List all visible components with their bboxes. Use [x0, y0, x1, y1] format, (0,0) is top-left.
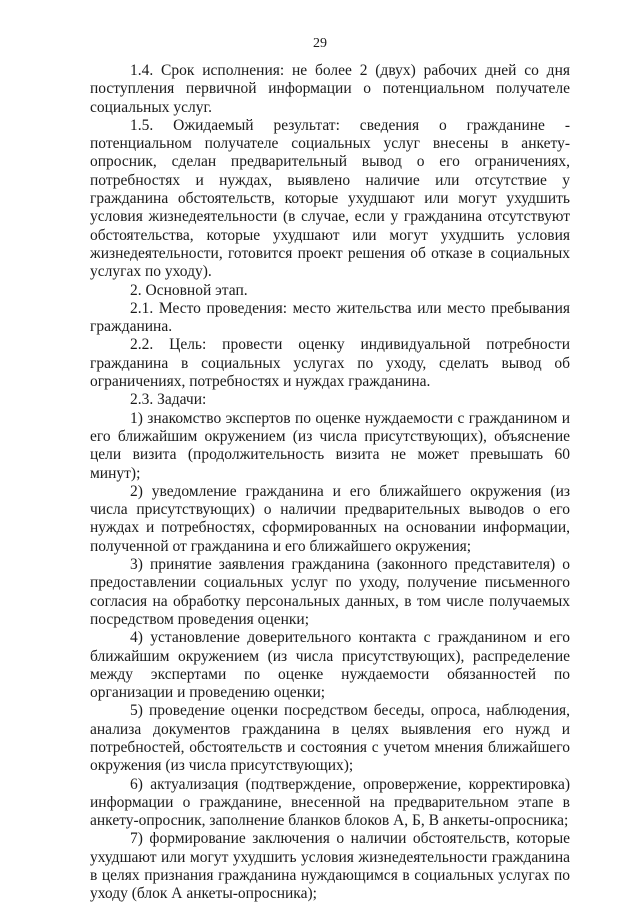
paragraph-2-1: 2.1. Место проведения: место жительства или место пребывания гражданина. — [90, 299, 570, 336]
task-item-7: 7) формирование заключения о наличии обстоятельств, которые ухудшают или могут ухудшить условия жизнедеятельности гражданина в целях признания гражданина нуждающимся в социальных услугах по уходу (блок А анкеты-опросника); — [90, 830, 570, 903]
task-item-4: 4) установление доверительного контакта с гражданином и его ближайшим окружением (из числа присутствующих), распределение между экспертами по оценке нуждаемости обязанностей по организации и проведению оценки; — [90, 629, 570, 702]
task-item-1: 1) знакомство экспертов по оценке нуждаемости с гражданином и его ближайшим окружением (из числа присутствующих), объяснение цели визита (продолжительность визита не может превышать 60 минут); — [90, 409, 570, 482]
paragraph-2-2: 2.2. Цель: провести оценку индивидуальной потребности гражданина в социальных услугах по уходу, сделать вывод об ограничениях, потребностях и нуждах гражданина. — [90, 336, 570, 391]
task-item-6: 6) актуализация (подтверждение, опровержение, корректировка) информации о гражданине, внесенной на предварительном этапе в анкету-опросник, заполнение бланков блоков А, Б, В анкеты-опросника; — [90, 775, 570, 830]
page-number: 29 — [313, 36, 327, 51]
task-item-2: 2) уведомление гражданина и его ближайшего окружения (из числа присутствующих) о наличии предварительных выводов о его нуждах и потребностях, сформированных на основании информации, полученной от гражданина и его ближайшего окружения; — [90, 482, 570, 555]
paragraph-2-3: 2.3. Задачи: — [130, 391, 207, 409]
section-heading-main-stage: 2. Основной этап. — [130, 281, 248, 299]
task-item-3: 3) принятие заявления гражданина (законного представителя) о предоставлении социальных услуг по уходу, получение письменного согласия на обработку персональных данных, в том числе получаемых посредством проведения оценки; — [90, 556, 570, 628]
task-item-5: 5) проведение оценки посредством беседы, опроса, наблюдения, анализа документов гражданина в целях выявления его нужд и потребностей, обстоятельств и состояния с учетом мнения ближайшего окружения (из числа присутствующих); — [90, 702, 570, 775]
paragraph-1-4: 1.4. Срок исполнения: не более 2 (двух) рабочих дней со дня поступления первичной информации о потенциальном получателе социальных услуг. — [90, 62, 570, 116]
paragraph-1-5: 1.5. Ожидаемый результат: сведения о гражданине - потенциальном получателе социальных услуг внесены в анкету-опросник, сделан предварительный вывод о его ограничениях, потребностях и нуждах, выявлено наличие или отсутствие у гражданина обстоятельств, которые ухудшают или могут ухудшить условия жизнедеятельности (в случае, если у гражданина отсутствуют обстоятельства, которые ухудшают или могут ухудшить условия жизнедеятельности, готовится проект решения об отказе в социальных услугах по уходу). — [90, 116, 570, 281]
document-body — [90, 62, 570, 904]
